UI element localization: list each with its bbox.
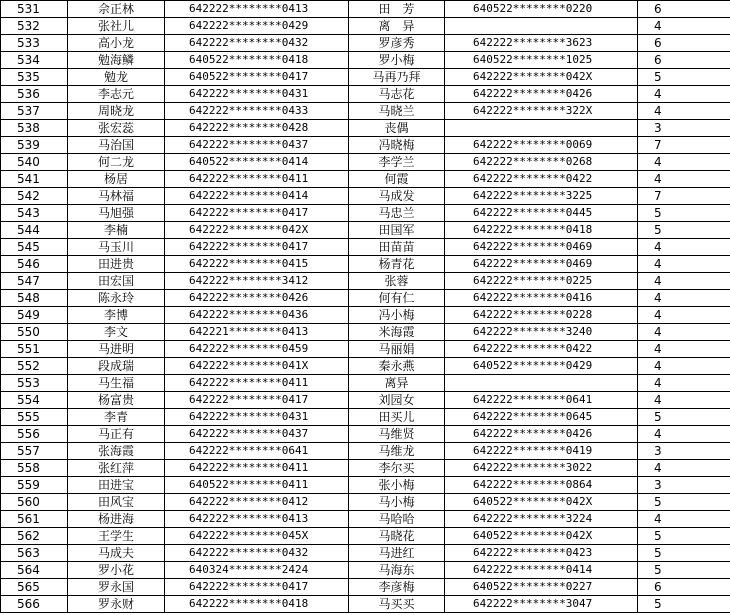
- household-size: 4: [638, 171, 730, 188]
- spouse-id: 642222********0641: [445, 392, 638, 409]
- table-row: [1, 1, 730, 18]
- row-number: 534: [1, 52, 68, 69]
- spouse-name: 马再乃拜: [349, 69, 445, 86]
- head-id: 642222********042X: [165, 222, 349, 239]
- row-number: 551: [1, 341, 68, 358]
- head-id: 642222********0429: [165, 18, 349, 35]
- spouse-name: 离异: [349, 375, 445, 392]
- spouse-name: 李学兰: [349, 154, 445, 171]
- spouse-name: 杨青花: [349, 256, 445, 273]
- spouse-id: 640522********042X: [445, 494, 638, 511]
- spouse-name: 马忠兰: [349, 205, 445, 222]
- spouse-id: 642222********0418: [445, 222, 638, 239]
- spouse-id: 642222********0426: [445, 86, 638, 103]
- spouse-id: 642222********0228: [445, 307, 638, 324]
- household-size: 7: [638, 188, 730, 205]
- head-id: 642222********0415: [165, 256, 349, 273]
- spouse-name: 马晓花: [349, 528, 445, 545]
- table-row: [1, 222, 730, 239]
- spouse-name: 张小梅: [349, 477, 445, 494]
- table-row: [1, 307, 730, 324]
- household-size: 4: [638, 460, 730, 477]
- table-row: [1, 358, 730, 375]
- household-size: 3: [638, 120, 730, 137]
- household-size: 4: [638, 239, 730, 256]
- head-id: 642222********041X: [165, 358, 349, 375]
- table-row: [1, 477, 730, 494]
- spouse-name: 冯小梅: [349, 307, 445, 324]
- head-name: 周晓龙: [68, 103, 165, 120]
- row-number: 563: [1, 545, 68, 562]
- spouse-id: 642222********322X: [445, 103, 638, 120]
- row-number: 547: [1, 273, 68, 290]
- head-name: 田风宝: [68, 494, 165, 511]
- spouse-name: 马进红: [349, 545, 445, 562]
- spouse-name: 马晓兰: [349, 103, 445, 120]
- spouse-id: 640522********0220: [445, 1, 638, 18]
- spouse-id: 642222********3623: [445, 35, 638, 52]
- head-id: 642222********0417: [165, 392, 349, 409]
- spouse-name: 刘园女: [349, 392, 445, 409]
- spouse-name: 马丽娟: [349, 341, 445, 358]
- row-number: 540: [1, 154, 68, 171]
- row-number: 548: [1, 290, 68, 307]
- head-id: 642222********0437: [165, 137, 349, 154]
- head-name: 勉海鳞: [68, 52, 165, 69]
- head-name: 陈永玲: [68, 290, 165, 307]
- head-name: 李青: [68, 409, 165, 426]
- household-size: 5: [638, 494, 730, 511]
- household-size: 4: [638, 256, 730, 273]
- head-id: 642222********0418: [165, 596, 349, 613]
- head-name: 张社儿: [68, 18, 165, 35]
- head-id: 642222********0414: [165, 188, 349, 205]
- spouse-id: 642222********0225: [445, 273, 638, 290]
- head-id: 642222********0437: [165, 426, 349, 443]
- row-number: 541: [1, 171, 68, 188]
- spouse-name: 马小梅: [349, 494, 445, 511]
- table-row: [1, 171, 730, 188]
- spouse-name: 马海东: [349, 562, 445, 579]
- household-size: 4: [638, 273, 730, 290]
- spouse-id: 640522********042X: [445, 528, 638, 545]
- spouse-id: 642222********0422: [445, 171, 638, 188]
- row-number: 553: [1, 375, 68, 392]
- spouse-id: 642222********3240: [445, 324, 638, 341]
- spouse-id: 642222********0423: [445, 545, 638, 562]
- household-size: 3: [638, 443, 730, 460]
- head-name: 何二龙: [68, 154, 165, 171]
- spouse-id: 642222********3022: [445, 460, 638, 477]
- row-number: 565: [1, 579, 68, 596]
- table-row: [1, 375, 730, 392]
- spouse-name: 罗小梅: [349, 52, 445, 69]
- head-id: 642222********0417: [165, 239, 349, 256]
- household-size: 6: [638, 579, 730, 596]
- table-row: [1, 324, 730, 341]
- spouse-id: 640522********1025: [445, 52, 638, 69]
- spouse-name: 李尔买: [349, 460, 445, 477]
- table-row: [1, 18, 730, 35]
- row-number: 549: [1, 307, 68, 324]
- table-row: [1, 35, 730, 52]
- row-number: 532: [1, 18, 68, 35]
- household-size: 5: [638, 528, 730, 545]
- row-number: 536: [1, 86, 68, 103]
- table-row: [1, 545, 730, 562]
- table-row: [1, 52, 730, 69]
- table-row: [1, 205, 730, 222]
- spouse-name: 田国军: [349, 222, 445, 239]
- row-number: 564: [1, 562, 68, 579]
- household-size: 4: [638, 511, 730, 528]
- household-size: 4: [638, 18, 730, 35]
- household-size: 5: [638, 205, 730, 222]
- head-id: 642222********0433: [165, 103, 349, 120]
- head-name: 罗永财: [68, 596, 165, 613]
- head-id: 642221********0413: [165, 324, 349, 341]
- head-name: 罗永国: [68, 579, 165, 596]
- head-name: 马生福: [68, 375, 165, 392]
- spouse-name: 马志花: [349, 86, 445, 103]
- spouse-name: 田 芳: [349, 1, 445, 18]
- row-number: 562: [1, 528, 68, 545]
- spouse-id: 642222********042X: [445, 69, 638, 86]
- head-name: 高小龙: [68, 35, 165, 52]
- table-row: [1, 137, 730, 154]
- household-size: 6: [638, 1, 730, 18]
- household-size: 4: [638, 341, 730, 358]
- household-size: 4: [638, 324, 730, 341]
- household-size: 4: [638, 307, 730, 324]
- spouse-name: 冯晓梅: [349, 137, 445, 154]
- spouse-id: [445, 18, 638, 35]
- table-row: [1, 154, 730, 171]
- table-row: [1, 341, 730, 358]
- head-name: 罗小花: [68, 562, 165, 579]
- head-id: 642222********0432: [165, 545, 349, 562]
- head-name: 马成夫: [68, 545, 165, 562]
- spouse-name: 张蓉: [349, 273, 445, 290]
- spouse-id: [445, 375, 638, 392]
- spouse-name: 马哈哈: [349, 511, 445, 528]
- table-row: [1, 426, 730, 443]
- spouse-name: 丧偶: [349, 120, 445, 137]
- row-number: 544: [1, 222, 68, 239]
- spouse-id: 642222********3224: [445, 511, 638, 528]
- head-name: 马玉川: [68, 239, 165, 256]
- row-number: 559: [1, 477, 68, 494]
- table-row: [1, 511, 730, 528]
- spouse-name: 李彦梅: [349, 579, 445, 596]
- table-row: [1, 290, 730, 307]
- household-size: 7: [638, 137, 730, 154]
- head-name: 马治国: [68, 137, 165, 154]
- spouse-name: 何有仁: [349, 290, 445, 307]
- spouse-name: 马买买: [349, 596, 445, 613]
- spouse-name: 米海霞: [349, 324, 445, 341]
- row-number: 552: [1, 358, 68, 375]
- table-row: [1, 494, 730, 511]
- head-name: 杨居: [68, 171, 165, 188]
- head-name: 佘正林: [68, 1, 165, 18]
- row-number: 546: [1, 256, 68, 273]
- head-name: 段成瑞: [68, 358, 165, 375]
- head-id: 642222********3412: [165, 273, 349, 290]
- head-name: 杨富贵: [68, 392, 165, 409]
- table-row: [1, 596, 730, 613]
- head-id: 642222********0436: [165, 307, 349, 324]
- household-size: 4: [638, 392, 730, 409]
- spouse-name: 田苗苗: [349, 239, 445, 256]
- table-row: [1, 86, 730, 103]
- row-number: 535: [1, 69, 68, 86]
- row-number: 533: [1, 35, 68, 52]
- table-row: [1, 528, 730, 545]
- spouse-id: 640522********0227: [445, 579, 638, 596]
- household-size: 5: [638, 409, 730, 426]
- row-number: 566: [1, 596, 68, 613]
- row-number: 542: [1, 188, 68, 205]
- spouse-id: 642222********3225: [445, 188, 638, 205]
- spouse-id: 642222********0645: [445, 409, 638, 426]
- spouse-id: 642222********3047: [445, 596, 638, 613]
- row-number: 556: [1, 426, 68, 443]
- household-size: 3: [638, 477, 730, 494]
- household-size: 5: [638, 545, 730, 562]
- head-name: 马林福: [68, 188, 165, 205]
- head-id: 642222********0426: [165, 290, 349, 307]
- household-size: 4: [638, 290, 730, 307]
- head-name: 李文: [68, 324, 165, 341]
- table-row: [1, 562, 730, 579]
- head-id: 640522********0418: [165, 52, 349, 69]
- spouse-id: 642222********0864: [445, 477, 638, 494]
- table-row: [1, 239, 730, 256]
- household-size: 5: [638, 69, 730, 86]
- row-number: 537: [1, 103, 68, 120]
- head-id: 642222********0431: [165, 86, 349, 103]
- head-name: 王学生: [68, 528, 165, 545]
- household-size: 6: [638, 35, 730, 52]
- spouse-id: [445, 120, 638, 137]
- spouse-id: 642222********0422: [445, 341, 638, 358]
- head-name: 马进明: [68, 341, 165, 358]
- household-size: 4: [638, 375, 730, 392]
- row-number: 531: [1, 1, 68, 18]
- spouse-name: 何霞: [349, 171, 445, 188]
- row-number: 560: [1, 494, 68, 511]
- row-number: 539: [1, 137, 68, 154]
- head-id: 642222********0411: [165, 375, 349, 392]
- household-size: 4: [638, 358, 730, 375]
- table-row: [1, 579, 730, 596]
- head-id: 640324********2424: [165, 562, 349, 579]
- head-id: 640522********0414: [165, 154, 349, 171]
- head-id: 642222********0431: [165, 409, 349, 426]
- head-id: 642222********0411: [165, 171, 349, 188]
- table-row: [1, 69, 730, 86]
- spouse-name: 离 异: [349, 18, 445, 35]
- table-row: [1, 443, 730, 460]
- head-name: 张宏蕊: [68, 120, 165, 137]
- row-number: 554: [1, 392, 68, 409]
- head-id: 640522********0411: [165, 477, 349, 494]
- head-name: 勉龙: [68, 69, 165, 86]
- table-row: [1, 409, 730, 426]
- head-name: 田进宝: [68, 477, 165, 494]
- head-name: 李志元: [68, 86, 165, 103]
- row-number: 545: [1, 239, 68, 256]
- household-size: 4: [638, 103, 730, 120]
- head-id: 642222********045X: [165, 528, 349, 545]
- spouse-name: 马维贤: [349, 426, 445, 443]
- spouse-name: 马成发: [349, 188, 445, 205]
- head-name: 马正有: [68, 426, 165, 443]
- head-id: 642222********0413: [165, 1, 349, 18]
- row-number: 538: [1, 120, 68, 137]
- household-size: 4: [638, 154, 730, 171]
- spouse-name: 马维龙: [349, 443, 445, 460]
- spouse-id: 642222********0069: [445, 137, 638, 154]
- spouse-id: 642222********0469: [445, 256, 638, 273]
- row-number: 561: [1, 511, 68, 528]
- head-name: 杨进海: [68, 511, 165, 528]
- head-id: 640522********0417: [165, 69, 349, 86]
- head-id: 642222********0641: [165, 443, 349, 460]
- row-number: 555: [1, 409, 68, 426]
- spouse-name: 秦永燕: [349, 358, 445, 375]
- table-row: [1, 120, 730, 137]
- spouse-id: 640522********0429: [445, 358, 638, 375]
- head-name: 张红萍: [68, 460, 165, 477]
- head-id: 642222********0411: [165, 460, 349, 477]
- head-id: 642222********0459: [165, 341, 349, 358]
- head-id: 642222********0432: [165, 35, 349, 52]
- row-number: 543: [1, 205, 68, 222]
- head-id: 642222********0417: [165, 579, 349, 596]
- spouse-id: 642222********0419: [445, 443, 638, 460]
- table-row: [1, 460, 730, 477]
- spouse-id: 642222********0416: [445, 290, 638, 307]
- head-name: 李楠: [68, 222, 165, 239]
- head-name: 马旭强: [68, 205, 165, 222]
- table-row: [1, 188, 730, 205]
- head-name: 张海霞: [68, 443, 165, 460]
- head-id: 642222********0412: [165, 494, 349, 511]
- row-number: 557: [1, 443, 68, 460]
- household-size: 6: [638, 52, 730, 69]
- head-name: 田宏国: [68, 273, 165, 290]
- spouse-id: 642222********0469: [445, 239, 638, 256]
- household-size: 5: [638, 222, 730, 239]
- row-number: 550: [1, 324, 68, 341]
- row-number: 558: [1, 460, 68, 477]
- head-name: 田进贵: [68, 256, 165, 273]
- table-row: [1, 256, 730, 273]
- table-row: [1, 103, 730, 120]
- spouse-id: 642222********0268: [445, 154, 638, 171]
- spouse-name: 罗彦秀: [349, 35, 445, 52]
- head-name: 李博: [68, 307, 165, 324]
- spouse-id: 642222********0414: [445, 562, 638, 579]
- table-row: [1, 273, 730, 290]
- spouse-id: 642222********0445: [445, 205, 638, 222]
- spouse-id: 642222********0426: [445, 426, 638, 443]
- spouse-name: 田买儿: [349, 409, 445, 426]
- head-id: 642222********0417: [165, 205, 349, 222]
- household-size: 4: [638, 86, 730, 103]
- household-size: 5: [638, 596, 730, 613]
- table-row: [1, 392, 730, 409]
- head-id: 642222********0428: [165, 120, 349, 137]
- household-size: 4: [638, 426, 730, 443]
- head-id: 642222********0413: [165, 511, 349, 528]
- table-body: [1, 1, 730, 613]
- household-size: 5: [638, 562, 730, 579]
